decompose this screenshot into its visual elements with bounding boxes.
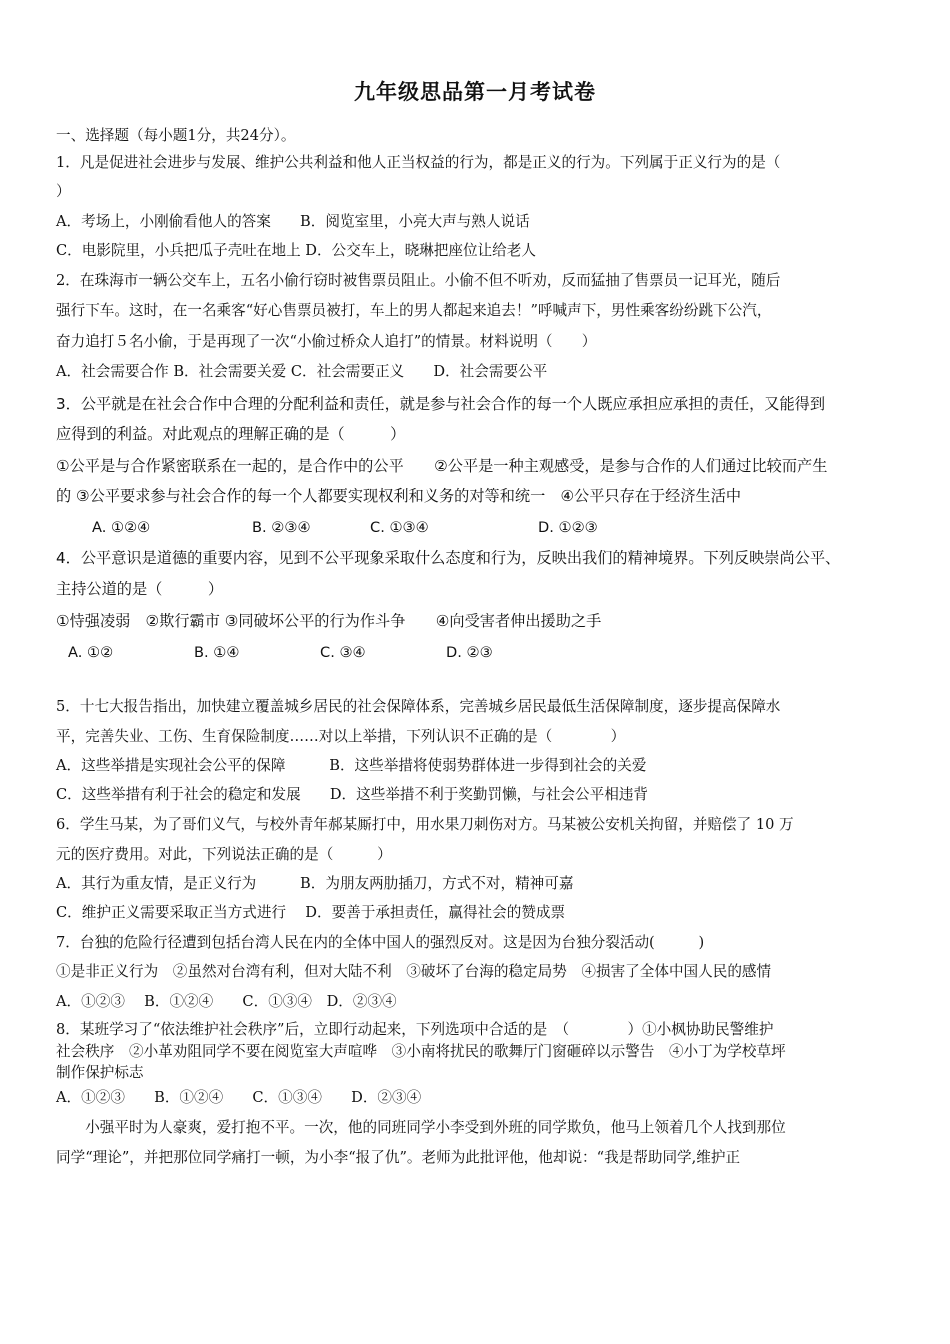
page-title: 九年级思品第一月考试卷: [354, 80, 596, 104]
question-2-stem: 奋力追打５名小偷，于是再现了一次“小偷过桥众人追打”的情景。材料说明（ ）: [56, 333, 597, 350]
question-2-stem: 2．在珠海市一辆公交车上，五名小偷行窃时被售票员阻止。小偷不但不听劝，反而猛抽了售票员一记耳光，随后: [56, 272, 781, 289]
question-3-stem: 应得到的利益。对此观点的理解正确的是（ ）: [56, 425, 406, 443]
section-heading: 一、选择题（每小题1分，共24分）。: [56, 127, 296, 144]
question-1-options-ab: A．考场上，小刚偷看他人的答案 B．阅览室里，小亮大声与熟人说话: [56, 213, 530, 230]
question-6-stem: 6．学生马某，为了哥们义气，与校外青年郝某厮打中，用水果刀刺伤对方。马某被公安机关拘留，并赔偿了 10 万: [56, 816, 794, 833]
question-2-stem: 强行下车。这时，在一名乘客“好心售票员被打，车上的男人都起来追去！”呼喊声下，男性乘客纷纷跳下公汽，: [56, 302, 772, 319]
passage-paragraph: 小强平时为人豪爽，爱打抱不平。一次，他的同班同学小李受到外班的同学欺负，他马上领着几个人找到那位: [56, 1119, 786, 1136]
passage-paragraph: 同学“理论”，并把那位同学痛打一顿，为小李“报了仇”。老师为此批评他，他却说：“我是帮助同学,维护正: [56, 1149, 741, 1166]
question-6-stem: 元的医疗费用。对此，下列说法正确的是（ ）: [56, 846, 392, 863]
question-8-stem: 8．某班学习了“依法维护社会秩序”后，立即行动起来，下列选项中合适的是 （ ）①小枫协助民警维护: [56, 1021, 774, 1038]
question-1-stem-end: ）: [56, 183, 71, 200]
question-3-statements: 的 ③公平要求参与社会合作的每一个人都要实现权利和义务的对等和统一 ④公平只存在于经济生活中: [56, 487, 742, 505]
question-4-statements: ①恃强凌弱 ②欺行霸市 ③同破坏公平的行为作斗争 ④向受害者伸出援助之手: [56, 612, 602, 630]
question-4-option-a: A. ①②: [68, 644, 114, 661]
question-4-option-b: B. ①④: [194, 644, 240, 661]
question-8-stem: 社会秩序 ②小革劝阻同学不要在阅览室大声喧哗 ③小南将扰民的歌舞厅门窗砸碎以示警告 ④小丁为学校草坪: [56, 1043, 786, 1060]
question-5-stem: 平，完善失业、工伤、生育保险制度……对以上举措，下列认识不正确的是（ ）: [56, 728, 626, 745]
question-2-options: A．社会需要合作 B．社会需要关爱 C．社会需要正义 D．社会需要公平: [56, 363, 548, 380]
question-8-options: A．①②③ B．①②④ C．①③④ D．②③④: [56, 1089, 422, 1106]
question-7-statements: ①是非正义行为 ②虽然对台湾有利，但对大陆不利 ③破坏了台海的稳定局势 ④损害了全体中国人民的感情: [56, 963, 772, 980]
question-4-stem: 主持公道的是（ ）: [56, 580, 224, 598]
question-3-statements: ①公平是与合作紧密联系在一起的，是合作中的公平 ②公平是一种主观感受，是参与合作的人们通过比较而产生: [56, 457, 828, 475]
question-6-options-cd: C．维护正义需要采取正当方式进行 D．要善于承担责任，赢得社会的赞成票: [56, 904, 566, 921]
question-3-option-a: A. ①②④: [92, 519, 151, 536]
question-7-stem: 7．台独的危险行径遭到包括台湾人民在内的全体中国人的强烈反对。这是因为台独分裂活动( ): [56, 934, 705, 951]
question-6-options-ab: A．其行为重友情，是正义行为 B．为朋友两肋插刀，方式不对，精神可嘉: [56, 875, 574, 892]
question-5-options-ab: A．这些举措是实现社会公平的保障 B．这些举措将使弱势群体进一步得到社会的关爱: [56, 757, 647, 774]
question-1-stem: 1．凡是促进社会进步与发展、维护公共利益和他人正当权益的行为，都是正义的行为。下列属于正义行为的是（: [56, 154, 781, 171]
question-7-options: A．①②③ B．①②④ C．①③④ D．②③④: [56, 993, 397, 1010]
question-3-option-c: C. ①③④: [370, 519, 429, 536]
question-4-option-c: C. ③④: [320, 644, 366, 661]
question-8-stem: 制作保护标志: [56, 1064, 144, 1081]
question-3-stem: 3．公平就是在社会合作中合理的分配利益和责任，就是参与社会合作的每一个人既应承担应承担的责任，又能得到: [56, 395, 826, 413]
question-4-stem: 4．公平意识是道德的重要内容，见到不公平现象采取什么态度和行为，反映出我们的精神境界。下列反映崇尚公平、: [56, 549, 841, 567]
question-5-options-cd: C．这些举措有利于社会的稳定和发展 D．这些举措不利于奖勤罚懒，与社会公平相违背: [56, 786, 649, 803]
question-4-option-d: D. ②③: [446, 644, 493, 661]
question-5-stem: 5．十七大报告指出，加快建立覆盖城乡居民的社会保障体系，完善城乡居民最低生活保障制度，逐步提高保障水: [56, 698, 781, 715]
question-3-option-d: D. ①②③: [538, 519, 598, 536]
question-1-options-cd: C．电影院里，小兵把瓜子壳吐在地上 D．公交车上，晓琳把座位让给老人: [56, 242, 536, 259]
question-3-option-b: B. ②③④: [252, 519, 311, 536]
